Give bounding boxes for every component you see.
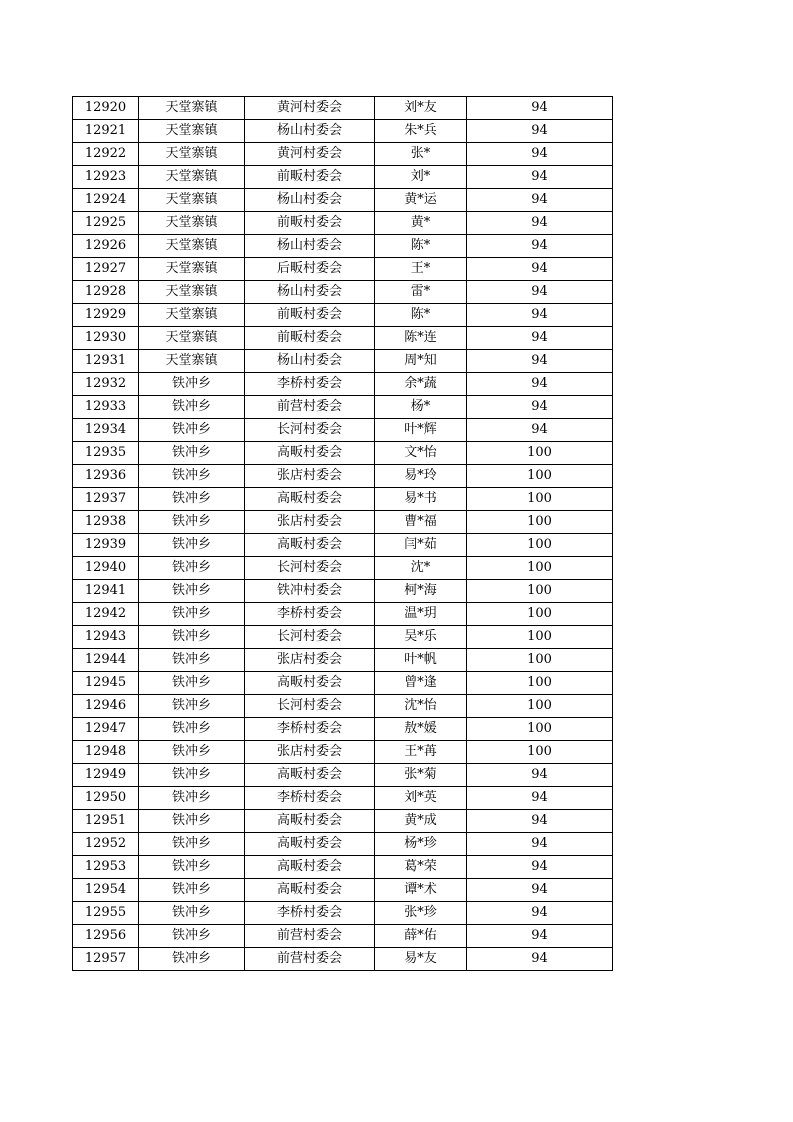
name-cell: 易*玲 — [375, 465, 467, 488]
table-row — [73, 465, 613, 488]
name-cell: 柯*海 — [375, 580, 467, 603]
town-cell: 铁冲乡 — [139, 442, 245, 465]
town-cell: 铁冲乡 — [139, 856, 245, 879]
row-id-cell: 12944 — [73, 649, 139, 672]
table-row — [73, 396, 613, 419]
table-row — [73, 442, 613, 465]
row-id-cell: 12924 — [73, 189, 139, 212]
table-row — [73, 787, 613, 810]
name-cell: 陈* — [375, 304, 467, 327]
table-row — [73, 695, 613, 718]
name-cell: 叶*帆 — [375, 649, 467, 672]
table-row — [73, 580, 613, 603]
table-row — [73, 235, 613, 258]
name-cell: 沈*怡 — [375, 695, 467, 718]
table-row — [73, 879, 613, 902]
name-cell: 薛*佑 — [375, 925, 467, 948]
village-cell: 前畈村委会 — [245, 304, 375, 327]
village-cell: 高畈村委会 — [245, 879, 375, 902]
name-cell: 葛*荣 — [375, 856, 467, 879]
name-cell: 张*珍 — [375, 902, 467, 925]
amount-cell: 100 — [467, 741, 613, 764]
town-cell: 天堂寨镇 — [139, 143, 245, 166]
name-cell: 黄*成 — [375, 810, 467, 833]
row-id-cell: 12941 — [73, 580, 139, 603]
name-cell: 吴*乐 — [375, 626, 467, 649]
row-id-cell: 12956 — [73, 925, 139, 948]
village-cell: 杨山村委会 — [245, 120, 375, 143]
village-cell: 杨山村委会 — [245, 281, 375, 304]
village-cell: 高畈村委会 — [245, 488, 375, 511]
table-row — [73, 764, 613, 787]
row-id-cell: 12931 — [73, 350, 139, 373]
village-cell: 黄河村委会 — [245, 143, 375, 166]
amount-cell: 100 — [467, 465, 613, 488]
name-cell: 曾*逢 — [375, 672, 467, 695]
table-row — [73, 304, 613, 327]
name-cell: 谭*术 — [375, 879, 467, 902]
town-cell: 铁冲乡 — [139, 580, 245, 603]
table-row — [73, 189, 613, 212]
table-row — [73, 718, 613, 741]
town-cell: 铁冲乡 — [139, 649, 245, 672]
name-cell: 敖*媛 — [375, 718, 467, 741]
village-cell: 长河村委会 — [245, 695, 375, 718]
amount-cell: 100 — [467, 718, 613, 741]
town-cell: 铁冲乡 — [139, 718, 245, 741]
row-id-cell: 12929 — [73, 304, 139, 327]
town-cell: 铁冲乡 — [139, 603, 245, 626]
row-id-cell: 12933 — [73, 396, 139, 419]
town-cell: 铁冲乡 — [139, 465, 245, 488]
village-cell: 前畈村委会 — [245, 212, 375, 235]
row-id-cell: 12925 — [73, 212, 139, 235]
name-cell: 黄* — [375, 212, 467, 235]
town-cell: 铁冲乡 — [139, 672, 245, 695]
row-id-cell: 12952 — [73, 833, 139, 856]
row-id-cell: 12943 — [73, 626, 139, 649]
village-cell: 张店村委会 — [245, 741, 375, 764]
row-id-cell: 12928 — [73, 281, 139, 304]
amount-cell: 100 — [467, 557, 613, 580]
table-row — [73, 810, 613, 833]
amount-cell: 94 — [467, 166, 613, 189]
name-cell: 曹*福 — [375, 511, 467, 534]
name-cell: 朱*兵 — [375, 120, 467, 143]
table-row — [73, 534, 613, 557]
amount-cell: 94 — [467, 810, 613, 833]
name-cell: 易*书 — [375, 488, 467, 511]
amount-cell: 100 — [467, 603, 613, 626]
village-cell: 李桥村委会 — [245, 902, 375, 925]
table-body — [73, 97, 613, 971]
row-id-cell: 12946 — [73, 695, 139, 718]
village-cell: 前营村委会 — [245, 396, 375, 419]
row-id-cell: 12938 — [73, 511, 139, 534]
name-cell: 易*友 — [375, 948, 467, 971]
name-cell: 叶*辉 — [375, 419, 467, 442]
row-id-cell: 12923 — [73, 166, 139, 189]
village-cell: 前营村委会 — [245, 925, 375, 948]
data-table — [72, 96, 613, 971]
name-cell: 张*菊 — [375, 764, 467, 787]
town-cell: 铁冲乡 — [139, 511, 245, 534]
name-cell: 周*知 — [375, 350, 467, 373]
town-cell: 铁冲乡 — [139, 925, 245, 948]
table-row — [73, 948, 613, 971]
table-row — [73, 281, 613, 304]
amount-cell: 94 — [467, 833, 613, 856]
row-id-cell: 12953 — [73, 856, 139, 879]
town-cell: 铁冲乡 — [139, 373, 245, 396]
row-id-cell: 12932 — [73, 373, 139, 396]
village-cell: 高畈村委会 — [245, 764, 375, 787]
town-cell: 天堂寨镇 — [139, 212, 245, 235]
town-cell: 铁冲乡 — [139, 626, 245, 649]
town-cell: 铁冲乡 — [139, 419, 245, 442]
town-cell: 铁冲乡 — [139, 396, 245, 419]
table-row — [73, 373, 613, 396]
amount-cell: 94 — [467, 327, 613, 350]
town-cell: 天堂寨镇 — [139, 327, 245, 350]
name-cell: 张* — [375, 143, 467, 166]
name-cell: 沈* — [375, 557, 467, 580]
village-cell: 长河村委会 — [245, 419, 375, 442]
amount-cell: 94 — [467, 304, 613, 327]
name-cell: 陈*连 — [375, 327, 467, 350]
amount-cell: 94 — [467, 419, 613, 442]
table-row — [73, 143, 613, 166]
table-row — [73, 856, 613, 879]
name-cell: 雷* — [375, 281, 467, 304]
town-cell: 天堂寨镇 — [139, 281, 245, 304]
table-row — [73, 649, 613, 672]
town-cell: 铁冲乡 — [139, 764, 245, 787]
name-cell: 闫*茹 — [375, 534, 467, 557]
row-id-cell: 12955 — [73, 902, 139, 925]
village-cell: 李桥村委会 — [245, 603, 375, 626]
village-cell: 长河村委会 — [245, 626, 375, 649]
town-cell: 天堂寨镇 — [139, 166, 245, 189]
town-cell: 铁冲乡 — [139, 534, 245, 557]
amount-cell: 94 — [467, 97, 613, 120]
table-row — [73, 120, 613, 143]
row-id-cell: 12935 — [73, 442, 139, 465]
table-row — [73, 603, 613, 626]
table-row — [73, 902, 613, 925]
name-cell: 刘*友 — [375, 97, 467, 120]
amount-cell: 100 — [467, 672, 613, 695]
town-cell: 铁冲乡 — [139, 741, 245, 764]
amount-cell: 94 — [467, 212, 613, 235]
town-cell: 天堂寨镇 — [139, 235, 245, 258]
amount-cell: 100 — [467, 695, 613, 718]
village-cell: 长河村委会 — [245, 557, 375, 580]
table-row — [73, 626, 613, 649]
town-cell: 铁冲乡 — [139, 557, 245, 580]
table-row — [73, 419, 613, 442]
town-cell: 铁冲乡 — [139, 948, 245, 971]
village-cell: 张店村委会 — [245, 465, 375, 488]
name-cell: 黄*运 — [375, 189, 467, 212]
name-cell: 温*玥 — [375, 603, 467, 626]
town-cell: 铁冲乡 — [139, 810, 245, 833]
name-cell: 王* — [375, 258, 467, 281]
village-cell: 杨山村委会 — [245, 235, 375, 258]
name-cell: 文*怡 — [375, 442, 467, 465]
town-cell: 铁冲乡 — [139, 879, 245, 902]
row-id-cell: 12947 — [73, 718, 139, 741]
name-cell: 余*蔬 — [375, 373, 467, 396]
amount-cell: 100 — [467, 442, 613, 465]
village-cell: 李桥村委会 — [245, 787, 375, 810]
table-row — [73, 672, 613, 695]
village-cell: 张店村委会 — [245, 511, 375, 534]
village-cell: 高畈村委会 — [245, 442, 375, 465]
village-cell: 高畈村委会 — [245, 833, 375, 856]
village-cell: 杨山村委会 — [245, 189, 375, 212]
town-cell: 铁冲乡 — [139, 833, 245, 856]
village-cell: 张店村委会 — [245, 649, 375, 672]
name-cell: 刘* — [375, 166, 467, 189]
amount-cell: 94 — [467, 350, 613, 373]
town-cell: 铁冲乡 — [139, 902, 245, 925]
village-cell: 前畈村委会 — [245, 327, 375, 350]
amount-cell: 94 — [467, 235, 613, 258]
row-id-cell: 12948 — [73, 741, 139, 764]
amount-cell: 94 — [467, 879, 613, 902]
row-id-cell: 12934 — [73, 419, 139, 442]
village-cell: 杨山村委会 — [245, 350, 375, 373]
amount-cell: 100 — [467, 511, 613, 534]
amount-cell: 94 — [467, 948, 613, 971]
row-id-cell: 12937 — [73, 488, 139, 511]
table-row — [73, 258, 613, 281]
table-row — [73, 741, 613, 764]
row-id-cell: 12951 — [73, 810, 139, 833]
village-cell: 高畈村委会 — [245, 810, 375, 833]
table-row — [73, 327, 613, 350]
amount-cell: 94 — [467, 856, 613, 879]
name-cell: 刘*英 — [375, 787, 467, 810]
village-cell: 铁冲村委会 — [245, 580, 375, 603]
amount-cell: 94 — [467, 281, 613, 304]
row-id-cell: 12942 — [73, 603, 139, 626]
amount-cell: 100 — [467, 626, 613, 649]
row-id-cell: 12920 — [73, 97, 139, 120]
name-cell: 杨* — [375, 396, 467, 419]
name-cell: 杨*珍 — [375, 833, 467, 856]
amount-cell: 94 — [467, 396, 613, 419]
row-id-cell: 12927 — [73, 258, 139, 281]
village-cell: 李桥村委会 — [245, 373, 375, 396]
amount-cell: 100 — [467, 488, 613, 511]
table-row — [73, 350, 613, 373]
row-id-cell: 12950 — [73, 787, 139, 810]
amount-cell: 100 — [467, 580, 613, 603]
amount-cell: 94 — [467, 258, 613, 281]
town-cell: 铁冲乡 — [139, 787, 245, 810]
amount-cell: 94 — [467, 143, 613, 166]
table-row — [73, 833, 613, 856]
amount-cell: 94 — [467, 120, 613, 143]
town-cell: 天堂寨镇 — [139, 304, 245, 327]
table-row — [73, 212, 613, 235]
row-id-cell: 12939 — [73, 534, 139, 557]
village-cell: 黄河村委会 — [245, 97, 375, 120]
village-cell: 高畈村委会 — [245, 856, 375, 879]
town-cell: 铁冲乡 — [139, 488, 245, 511]
town-cell: 铁冲乡 — [139, 695, 245, 718]
row-id-cell: 12926 — [73, 235, 139, 258]
amount-cell: 94 — [467, 764, 613, 787]
town-cell: 天堂寨镇 — [139, 258, 245, 281]
amount-cell: 100 — [467, 649, 613, 672]
row-id-cell: 12930 — [73, 327, 139, 350]
table-row — [73, 557, 613, 580]
amount-cell: 94 — [467, 787, 613, 810]
name-cell: 陈* — [375, 235, 467, 258]
village-cell: 高畈村委会 — [245, 534, 375, 557]
row-id-cell: 12957 — [73, 948, 139, 971]
village-cell: 后畈村委会 — [245, 258, 375, 281]
row-id-cell: 12945 — [73, 672, 139, 695]
amount-cell: 100 — [467, 534, 613, 557]
row-id-cell: 12940 — [73, 557, 139, 580]
table-row — [73, 925, 613, 948]
table-row — [73, 488, 613, 511]
town-cell: 天堂寨镇 — [139, 189, 245, 212]
name-cell: 王*苒 — [375, 741, 467, 764]
town-cell: 天堂寨镇 — [139, 120, 245, 143]
town-cell: 天堂寨镇 — [139, 350, 245, 373]
row-id-cell: 12954 — [73, 879, 139, 902]
row-id-cell: 12921 — [73, 120, 139, 143]
amount-cell: 94 — [467, 902, 613, 925]
table-row — [73, 166, 613, 189]
amount-cell: 94 — [467, 189, 613, 212]
row-id-cell: 12936 — [73, 465, 139, 488]
row-id-cell: 12922 — [73, 143, 139, 166]
amount-cell: 94 — [467, 925, 613, 948]
town-cell: 天堂寨镇 — [139, 97, 245, 120]
row-id-cell: 12949 — [73, 764, 139, 787]
table-row — [73, 511, 613, 534]
village-cell: 李桥村委会 — [245, 718, 375, 741]
amount-cell: 94 — [467, 373, 613, 396]
table-row — [73, 97, 613, 120]
village-cell: 前营村委会 — [245, 948, 375, 971]
village-cell: 前畈村委会 — [245, 166, 375, 189]
village-cell: 高畈村委会 — [245, 672, 375, 695]
